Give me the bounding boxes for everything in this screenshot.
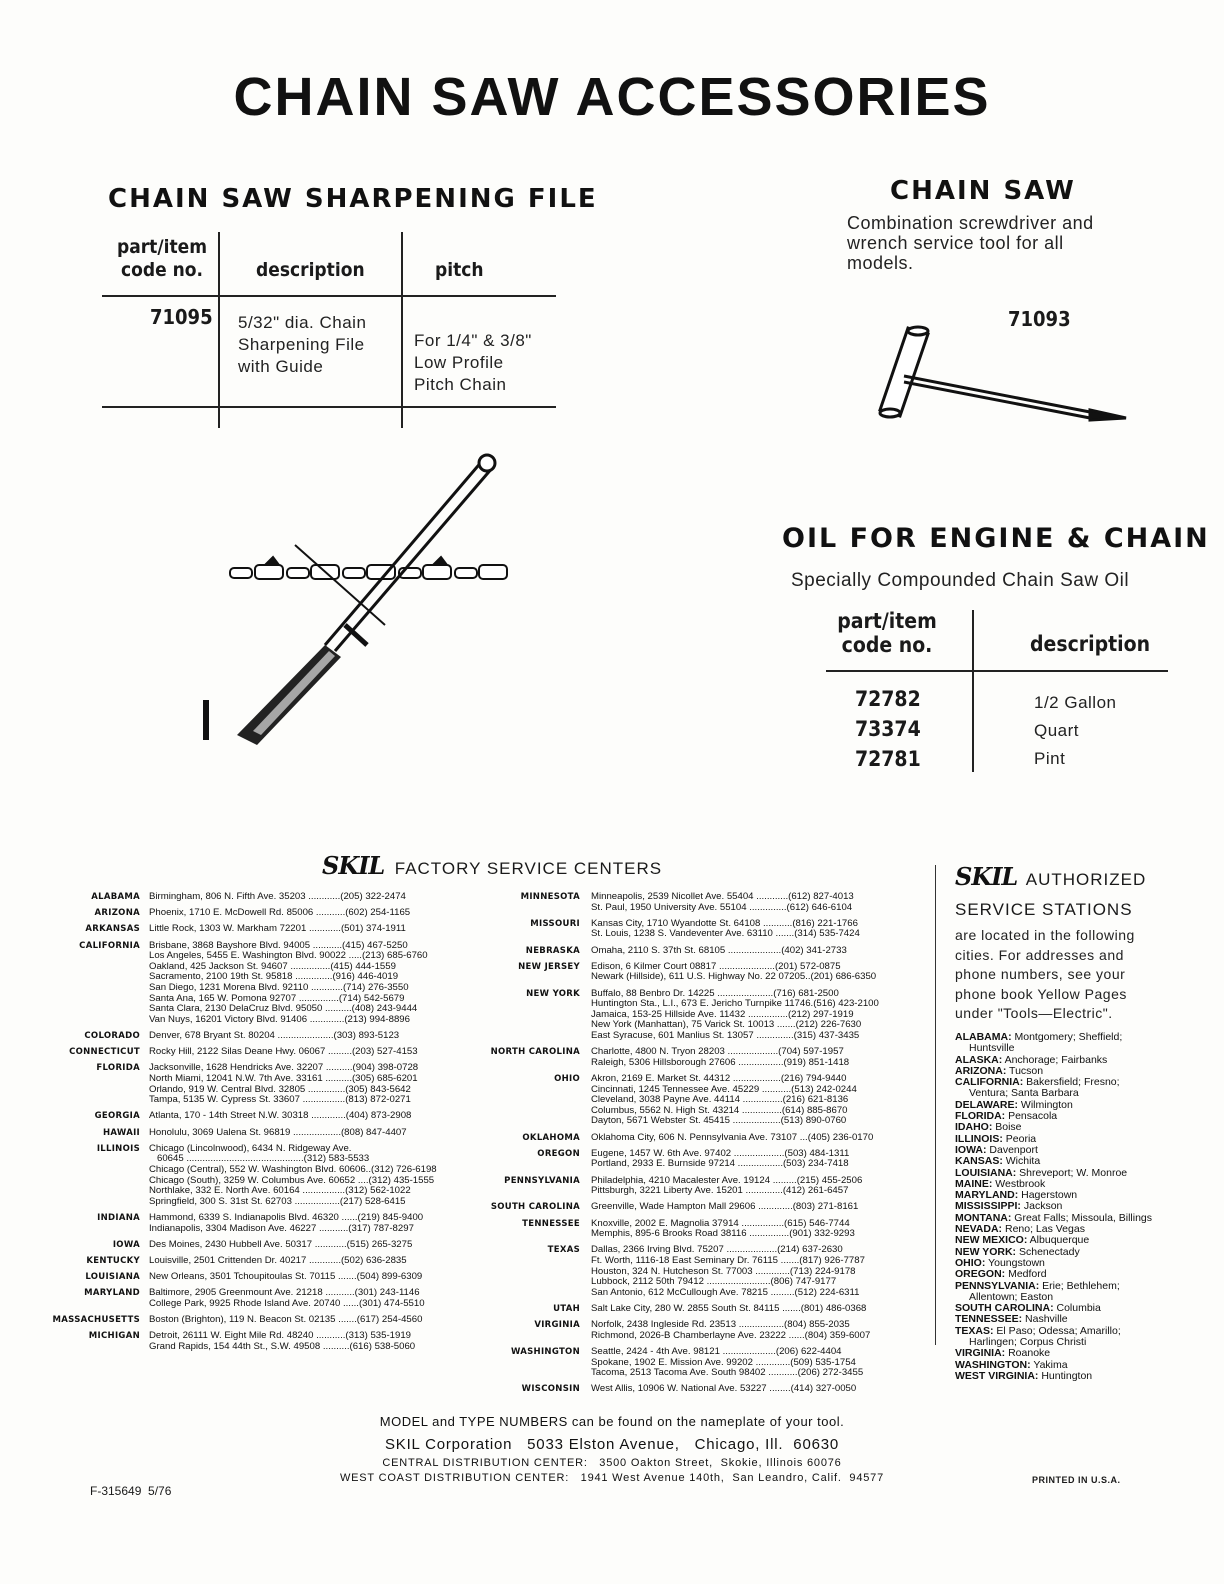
service-center-entry: Baltimore, 2905 Greenmount Ave. 21218 ...........(301) 243-1146 — [149, 1287, 420, 1299]
service-center-entry: Omaha, 2110 S. 37th St. 68105 ....................(402) 341-2733 — [591, 944, 847, 956]
state-label: WISCONSIN — [521, 1384, 580, 1395]
service-center-entry: Minneapolis, 2539 Nicollet Ave. 55404 ............(612) 827-4013 — [591, 891, 854, 902]
authorized-state: ARIZONA: — [955, 1064, 1007, 1077]
authorized-cities: Yakima — [1030, 1358, 1068, 1371]
file-col-pitch-header: pitch — [435, 259, 484, 281]
authorized-cities: Medford — [1005, 1268, 1047, 1281]
authorized-state: TENNESSEE: — [955, 1313, 1023, 1326]
authorized-heading-text: AUTHORIZED — [1025, 870, 1147, 889]
service-center-entry: Newark (Hillside), 611 U.S. Highway No. 22 07205..(201) 686-6350 — [591, 971, 877, 983]
authorized-state: MISSISSIPPI: — [955, 1200, 1021, 1213]
service-center-entry: Chicago (South), 3259 W. Columbus Ave. 60652 ....(312) 435-1555 — [149, 1174, 435, 1186]
service-center-entry: Dayton, 5671 Webster St. 45415 ..................(513) 890-0760 — [591, 1115, 847, 1127]
state-label: OHIO — [554, 1074, 580, 1084]
service-center-entry: Charlotte, 4800 N. Tryon 28203 ...................(704) 597-1957 — [591, 1046, 844, 1058]
authorized-cities: Shreveport; W. Monroe — [1016, 1166, 1128, 1179]
oil-col-code-header — [832, 609, 942, 657]
state-label: SOUTH CAROLINA — [490, 1202, 580, 1213]
service-center-entry: Boston (Brighton), 119 N. Beacon St. 02135 .......(617) 254-4560 — [149, 1314, 423, 1326]
authorized-cities: Huntington — [1038, 1369, 1093, 1382]
authorized-cities: Davenport — [986, 1143, 1038, 1156]
service-center-entry: Los Angeles, 5455 E. Washington Blvd. 90022 .....(213) 685-6760 — [149, 950, 428, 962]
service-center-entry: West Allis, 10906 W. National Ave. 53227 ........(414) 327-0050 — [591, 1383, 857, 1395]
oil-desc: 1/2 Gallon — [1034, 693, 1117, 712]
authorized-cities: Schenectady — [1016, 1245, 1080, 1258]
state-label: TENNESSEE — [522, 1218, 580, 1229]
service-center-entry: Oakland, 425 Jackson St. 94607 ...............(415) 444-1559 — [149, 960, 396, 972]
service-center-entry: Tacoma, 2513 Tacoma Ave. South 98402 ...........(206) 272-3455 — [591, 1367, 864, 1379]
service-center-entry: Springfield, 300 S. 31st St. 62703 .................(217) 528-6415 — [149, 1195, 406, 1207]
authorized-cities-cont: Huntsville — [969, 1042, 1015, 1055]
authorized-state: CALIFORNIA: — [955, 1076, 1024, 1089]
authorized-cities: Boise — [992, 1121, 1022, 1134]
service-center-entry: Tampa, 5135 W. Cypress St. 33607 ................(813) 872-0271 — [149, 1094, 411, 1106]
authorized-cities: Wilmington — [1018, 1098, 1073, 1111]
authorized-state: DELAWARE: — [955, 1098, 1018, 1111]
service-center-entry: 60645 ............................................(312) 583-5533 — [149, 1153, 370, 1165]
service-center-entry: Jacksonville, 1628 Hendricks Ave. 32207 ..........(904) 398-0728 — [149, 1062, 419, 1074]
service-center-entry: Columbus, 5562 N. High St. 43214 ...............(614) 885-8670 — [591, 1104, 848, 1116]
state-label: ARIZONA — [94, 908, 140, 919]
authorized-cities: Westbrook — [992, 1177, 1046, 1190]
footer-central-dc: CENTRAL DISTRIBUTION CENTER: 3500 Oakton Street, Skokie, Illinois 60076 — [382, 1457, 842, 1469]
service-center-entry: San Antonio, 612 McCullough Ave. 78215 .........(512) 224-6311 — [591, 1286, 860, 1298]
service-center-entry: Seattle, 2424 - 4th Ave. 98121 ....................(206) 622-4404 — [591, 1346, 842, 1357]
file-section-heading: CHAIN SAW SHARPENING FILE — [108, 184, 598, 214]
service-center-entry: St. Louis, 1238 S. Vandeventer Ave. 63110 .......(314) 535-7424 — [591, 928, 860, 940]
authorized-cities: Youngstown — [985, 1256, 1045, 1269]
service-center-entry: Santa Ana, 165 W. Pomona 92707 ...............(714) 542-5679 — [149, 992, 405, 1004]
service-center-entry: Des Moines, 2430 Hubbell Ave. 50317 ............(515) 265-3275 — [149, 1238, 413, 1250]
service-center-entry: Memphis, 895-6 Brooks Road 38116 ...............(901) 332-9293 — [591, 1228, 855, 1240]
desc-line: models. — [847, 253, 914, 273]
authorized-state: TEXAS: — [955, 1324, 994, 1337]
service-center-entry: Salt Lake City, 280 W. 2855 South St. 84115 .......(801) 486-0368 — [591, 1303, 867, 1314]
chain-icon — [230, 557, 507, 579]
state-label: ALABAMA — [91, 892, 140, 902]
authorized-cities: Nashville — [1022, 1313, 1068, 1326]
table-rule — [826, 670, 1168, 672]
service-center-entry: Cleveland, 3038 Payne Ave. 44114 ...............(216) 621-8136 — [591, 1094, 849, 1106]
header-line: part/item — [116, 236, 208, 258]
service-center-entry: Louisville, 2501 Crittenden Dr. 40217 ............(502) 636-2835 — [149, 1255, 407, 1266]
file-handle-icon — [203, 645, 341, 745]
service-center-entry: Atlanta, 170 - 14th Street N.W. 30318 .............(404) 873-2908 — [149, 1110, 412, 1122]
desc-line: with Guide — [238, 357, 324, 376]
authorized-cities: Tucson — [1006, 1064, 1044, 1077]
service-center-entry: Detroit, 26111 W. Eight Mile Rd. 48240 ...........(313) 535-1919 — [149, 1330, 412, 1342]
service-center-entry: Huntington Sta., L.I., 673 E. Jericho Turnpike 11746.(516) 423-2100 — [591, 998, 879, 1010]
state-label: OKLAHOMA — [522, 1132, 580, 1143]
intro-line: cities. For addresses and — [955, 946, 1124, 963]
service-center-entry: Dallas, 2366 Irving Blvd. 75207 ...................(214) 637-2630 — [591, 1244, 843, 1256]
authorized-state: KANSAS: — [955, 1155, 1003, 1168]
service-center-entry: Buffalo, 88 Benbro Dr. 14225 .....................(716) 681-2500 — [591, 987, 839, 999]
form-number: F-315649 5/76 — [90, 1484, 172, 1498]
service-center-entry: Van Nuys, 16201 Victory Blvd. 91406 .............(213) 994-8896 — [149, 1013, 410, 1025]
service-center-entry: Santa Clara, 2130 DelaCruz Blvd. 95050 ..........(408) 243-9444 — [149, 1003, 418, 1015]
service-center-entry: Denver, 678 Bryant St. 80204 .....................(303) 893-5123 — [149, 1030, 400, 1041]
service-center-entry: Jamaica, 153-25 Hillside Ave. 11432 ...............(212) 297-1919 — [591, 1008, 854, 1020]
service-center-entry: Pittsburgh, 3221 Liberty Ave. 15201 ..............(412) 261-6457 — [591, 1185, 849, 1197]
state-label: KENTUCKY — [86, 1256, 140, 1266]
state-label: IOWA — [112, 1239, 140, 1250]
authorized-cities-cont: Ventura; Santa Barbara — [969, 1087, 1079, 1100]
file-guide-icon — [295, 455, 495, 651]
authorized-cities: Albuquerque — [1027, 1234, 1090, 1247]
service-center-entry: Honolulu, 3069 Ualena St. 96819 ..................(808) 847-4407 — [149, 1126, 407, 1138]
file-col-code-header — [112, 236, 212, 282]
service-center-entry: Lubbock, 2112 50th 79412 ........................(806) 747-9177 — [591, 1276, 837, 1288]
service-center-entry: Ft. Worth, 1116-18 East Seminary Dr. 76115 .......(817) 926-7787 — [591, 1255, 865, 1266]
service-center-entry: North Miami, 12041 N.W. 7th Ave. 33161 ..........(305) 685-6201 — [149, 1073, 418, 1084]
service-center-entry: Akron, 2169 E. Market St. 44312 ..................(216) 794-9440 — [591, 1073, 847, 1084]
authorized-cities: Roanoke — [1005, 1347, 1051, 1360]
skil-logo: SKIL — [322, 851, 385, 880]
tool-description — [847, 213, 1094, 273]
intro-line: phone book Yellow Pages — [955, 985, 1127, 1002]
file-description — [238, 312, 366, 378]
service-center-entry: Birmingham, 806 N. Fifth Ave. 35203 ............(205) 322-2474 — [149, 891, 406, 902]
authorized-cities: Reno; Las Vegas — [1002, 1223, 1085, 1236]
state-label: TEXAS — [547, 1245, 580, 1256]
authorized-state: OHIO: — [955, 1256, 986, 1269]
oil-section-heading: OIL FOR ENGINE & CHAIN — [782, 523, 1210, 554]
tool-section-heading: CHAIN SAW — [890, 176, 1076, 206]
footer-west-coast-dc: WEST COAST DISTRIBUTION CENTER: 1941 West Avenue 140th, San Leandro, Calif. 94577 — [339, 1472, 885, 1484]
authorized-cities: Hagerstown — [1018, 1189, 1078, 1202]
skil-logo: SKIL — [955, 862, 1018, 891]
state-label: PENNSYLVANIA — [504, 1175, 580, 1186]
authorized-cities: Montgomery; Sheffield; — [1011, 1031, 1123, 1043]
authorized-cities: Great Falls; Missoula, Billings — [1011, 1211, 1153, 1224]
service-stations-heading: SERVICE STATIONS — [955, 900, 1133, 919]
authorized-state: ALABAMA: — [955, 1031, 1012, 1043]
state-label: NEW YORK — [526, 988, 580, 999]
state-label: MISSOURI — [530, 918, 580, 929]
service-center-entry: College Park, 9925 Rhode Island Ave. 20740 ......(301) 474-5510 — [149, 1298, 425, 1309]
authorized-state: MARYLAND: — [955, 1189, 1019, 1202]
service-center-entry: Oklahoma City, 606 N. Pennsylvania Ave. 73107 ...(405) 236-0170 — [591, 1131, 874, 1143]
authorized-state: SOUTH CAROLINA: — [955, 1302, 1054, 1315]
authorized-cities-cont: Allentown; Easton — [969, 1290, 1054, 1303]
authorized-cities: Pensacola — [1005, 1110, 1058, 1123]
state-label: MASSACHUSETTS — [52, 1315, 140, 1326]
authorized-state: WASHINGTON: — [955, 1358, 1031, 1371]
authorized-state: VIRGINIA: — [955, 1347, 1006, 1360]
printed-in-usa: PRINTED IN U.S.A. — [1032, 1475, 1121, 1485]
state-label: UTAH — [553, 1304, 580, 1314]
service-center-entry: Sacramento, 2100 19th St. 95818 ..............(916) 446-4019 — [149, 971, 399, 983]
desc-line: Sharpening File — [238, 335, 365, 354]
state-label: MICHIGAN — [88, 1331, 140, 1342]
file-code: 71095 — [150, 305, 213, 329]
sharpening-file-illustration — [195, 445, 515, 765]
service-center-entry: East Syracuse, 601 Manlius St. 13057 ..............(315) 437-3435 — [591, 1030, 860, 1041]
authorized-state: NEW MEXICO: — [955, 1234, 1028, 1247]
state-label: MINNESOTA — [520, 892, 580, 902]
authorized-heading — [955, 862, 1146, 891]
authorized-state: NEVADA: — [955, 1223, 1003, 1236]
state-label: VIRGINIA — [534, 1320, 580, 1331]
footer-corporation: SKIL Corporation 5033 Elston Avenue, Chicago, Ill. 60630 — [384, 1436, 840, 1453]
state-label: HAWAII — [102, 1127, 140, 1138]
service-center-entry: Chicago (Lincolnwood), 6434 N. Ridgeway Ave. — [149, 1142, 352, 1154]
service-center-entry: Greenville, Wade Hampton Mall 29606 .............(803) 271-8161 — [591, 1201, 859, 1213]
oil-desc: Pint — [1034, 749, 1066, 768]
column-divider — [935, 865, 936, 1345]
service-center-entry: Norfolk, 2438 Ingleside Rd. 23513 .................(804) 855-2035 — [591, 1319, 850, 1331]
authorized-cities: Columbia — [1053, 1302, 1101, 1315]
tool-code: 71093 — [1008, 307, 1071, 331]
authorized-state: FLORIDA: — [955, 1110, 1006, 1123]
service-center-entry: Raleigh, 5306 Hillsborough 27606 .................(919) 851-1418 — [591, 1056, 850, 1068]
intro-line: phone numbers, see your — [955, 966, 1126, 982]
file-col-desc-header: description — [256, 259, 365, 281]
state-label: FLORIDA — [96, 1063, 140, 1074]
state-label: ARKANSAS — [85, 924, 140, 935]
service-center-entry: New York (Manhattan), 75 Varick St. 10013 .......(212) 226-7630 — [591, 1019, 862, 1031]
oil-code: 73374 — [855, 717, 921, 741]
authorized-state: NEW YORK: — [955, 1245, 1017, 1258]
screwdriver-wrench-tool-illustration — [870, 320, 1130, 430]
authorized-cities: Peoria — [1002, 1132, 1037, 1145]
oil-descriptions — [1034, 689, 1117, 773]
desc-line: Combination screwdriver and — [847, 213, 1094, 233]
authorized-cities: Anchorage; Fairbanks — [1002, 1053, 1108, 1066]
service-center-entry: Orlando, 919 W. Central Blvd. 32805 ..............(305) 843-5642 — [149, 1083, 411, 1095]
state-label: NEBRASKA — [525, 945, 580, 956]
table-rule — [102, 295, 556, 297]
state-label: INDIANA — [97, 1213, 140, 1223]
service-center-entry: Phoenix, 1710 E. McDowell Rd. 85006 ...........(602) 254-1165 — [149, 907, 411, 919]
intro-line: are located in the following — [955, 927, 1135, 943]
state-label: WASHINGTON — [510, 1347, 580, 1357]
service-center-entry: Portland, 2933 E. Burnside 97214 .................(503) 234-7418 — [591, 1158, 849, 1170]
service-center-entry: Edison, 6 Kilmer Court 08817 .....................(201) 572-0875 — [591, 960, 841, 972]
state-label: COLORADO — [84, 1031, 140, 1041]
service-center-entry: Little Rock, 1303 W. Markham 72201 ............(501) 374-1911 — [149, 923, 406, 935]
footer-model-note: MODEL and TYPE NUMBERS can be found on the nameplate of your tool. — [379, 1414, 845, 1429]
authorized-list — [955, 1032, 1195, 1382]
table-divider — [401, 232, 403, 428]
service-center-entry: Spokane, 1902 E. Mission Ave. 99202 .............(509) 535-1754 — [591, 1356, 856, 1368]
state-label: CALIFORNIA — [79, 940, 140, 951]
service-center-entry: San Diego, 1231 Morena Blvd. 92110 ............(714) 276-3550 — [149, 982, 409, 993]
header-line: code no. — [841, 633, 933, 657]
service-center-entry: Hammond, 6339 S. Indianapolis Blvd. 46320 ......(219) 845-9400 — [149, 1212, 424, 1223]
service-center-entry: Cincinnati, 1245 Tennessee Ave. 45229 ...........(513) 242-0244 — [591, 1083, 857, 1095]
table-divider — [972, 610, 974, 772]
state-label: LOUISIANA — [85, 1272, 140, 1283]
authorized-state: PENNSYLVANIA: — [955, 1279, 1040, 1292]
authorized-cities-cont: Harlingen; Corpus Christi — [969, 1336, 1087, 1349]
oil-col-desc-header: description — [1030, 632, 1151, 656]
oil-codes — [855, 684, 921, 774]
pitch-line: For 1/4" & 3/8" — [414, 331, 532, 350]
service-center-entry: Eugene, 1457 W. 6th Ave. 97402 ...................(503) 484-1311 — [591, 1147, 850, 1159]
header-line: part/item — [837, 609, 937, 633]
file-pitch — [414, 330, 532, 396]
service-center-entry: Philadelphia, 4210 Macalester Ave. 19124 .........(215) 455-2506 — [591, 1174, 863, 1186]
pitch-line: Pitch Chain — [414, 375, 507, 394]
state-label: CONNECTICUT — [69, 1047, 140, 1058]
service-center-entry: Brisbane, 3868 Bayshore Blvd. 94005 ...........(415) 467-5250 — [149, 939, 408, 951]
authorized-state: ILLINOIS: — [955, 1132, 1003, 1145]
desc-line: 5/32" dia. Chain — [238, 313, 367, 332]
authorized-cities: El Paso; Odessa; Amarillo; — [993, 1324, 1121, 1337]
factory-heading-text: FACTORY SERVICE CENTERS — [394, 859, 663, 878]
oil-subheading: Specially Compounded Chain Saw Oil — [791, 570, 1130, 591]
authorized-cities: Bakersfield; Fresno; — [1023, 1076, 1120, 1089]
table-rule — [102, 406, 556, 408]
service-center-entry: Northlake, 332 E. North Ave. 60164 ................(312) 562-1022 — [149, 1185, 411, 1197]
pitch-line: Low Profile — [414, 353, 504, 372]
service-center-entry: Rocky Hill, 2122 Silas Deane Hwy. 06067 .........(203) 527-4153 — [149, 1046, 418, 1058]
authorized-city-entry — [955, 1371, 1195, 1382]
authorized-intro — [955, 926, 1135, 1024]
authorized-state: IDAHO: — [955, 1121, 993, 1134]
oil-code: 72781 — [855, 747, 921, 771]
oil-code: 72782 — [855, 687, 921, 711]
service-center-entry: Kansas City, 1710 Wyandotte St. 64108 ...........(816) 221-1766 — [591, 917, 858, 929]
header-line: code no. — [120, 259, 204, 281]
authorized-state: OREGON: — [955, 1268, 1006, 1281]
service-center-entry: St. Paul, 1950 University Ave. 55104 ..............(612) 646-6104 — [591, 901, 853, 913]
authorized-cities: Erie; Bethlehem; — [1039, 1279, 1120, 1292]
authorized-cities: Jackson — [1020, 1200, 1063, 1213]
authorized-state: LOUISIANA: — [955, 1166, 1017, 1179]
factory-heading — [322, 851, 662, 880]
table-divider — [218, 232, 220, 428]
authorized-state: ALASKA: — [955, 1053, 1003, 1066]
authorized-state: IOWA: — [955, 1143, 987, 1156]
service-center-entry: Knoxville, 2002 E. Magnolia 37914 ................(615) 546-7744 — [591, 1217, 850, 1229]
wrench-tool-icon — [880, 327, 1126, 420]
service-center-entry: Richmond, 2026-B Chamberlayne Ave. 23222 ......(804) 359-6007 — [591, 1329, 871, 1341]
service-center-entry: Houston, 324 N. Hutcheson St. 77003 .............(713) 224-9178 — [591, 1265, 856, 1277]
service-center-entry: Indianapolis, 3304 Madison Ave. 46227 ...........(317) 787-8297 — [149, 1222, 414, 1234]
state-label: NORTH CAROLINA — [490, 1047, 580, 1058]
service-center-entry: New Orleans, 3501 Tchoupitoulas St. 70115 .......(504) 899-6309 — [149, 1271, 423, 1283]
state-label: ILLINOIS — [96, 1143, 140, 1154]
state-label: NEW JERSEY — [518, 961, 580, 972]
authorized-state: WEST VIRGINIA: — [955, 1369, 1039, 1382]
desc-line: wrench service tool for all — [847, 233, 1064, 253]
service-center-entry: Grand Rapids, 154 44th St., S.W. 49508 ..........(616) 538-5060 — [149, 1341, 416, 1352]
state-label: OREGON — [537, 1148, 580, 1159]
oil-desc: Quart — [1034, 721, 1080, 740]
authorized-state: MONTANA: — [955, 1211, 1012, 1224]
state-label: GEORGIA — [94, 1111, 140, 1122]
authorized-cities: Wichita — [1002, 1155, 1041, 1168]
intro-line: under "Tools—Electric". — [955, 1005, 1113, 1021]
authorized-state: MAINE: — [955, 1177, 993, 1190]
state-label: MARYLAND — [84, 1288, 140, 1299]
service-center-entry: Chicago (Central), 552 W. Washington Blvd. 60606..(312) 726-6198 — [149, 1164, 437, 1175]
page-title: CHAIN SAW ACCESSORIES — [233, 67, 991, 127]
